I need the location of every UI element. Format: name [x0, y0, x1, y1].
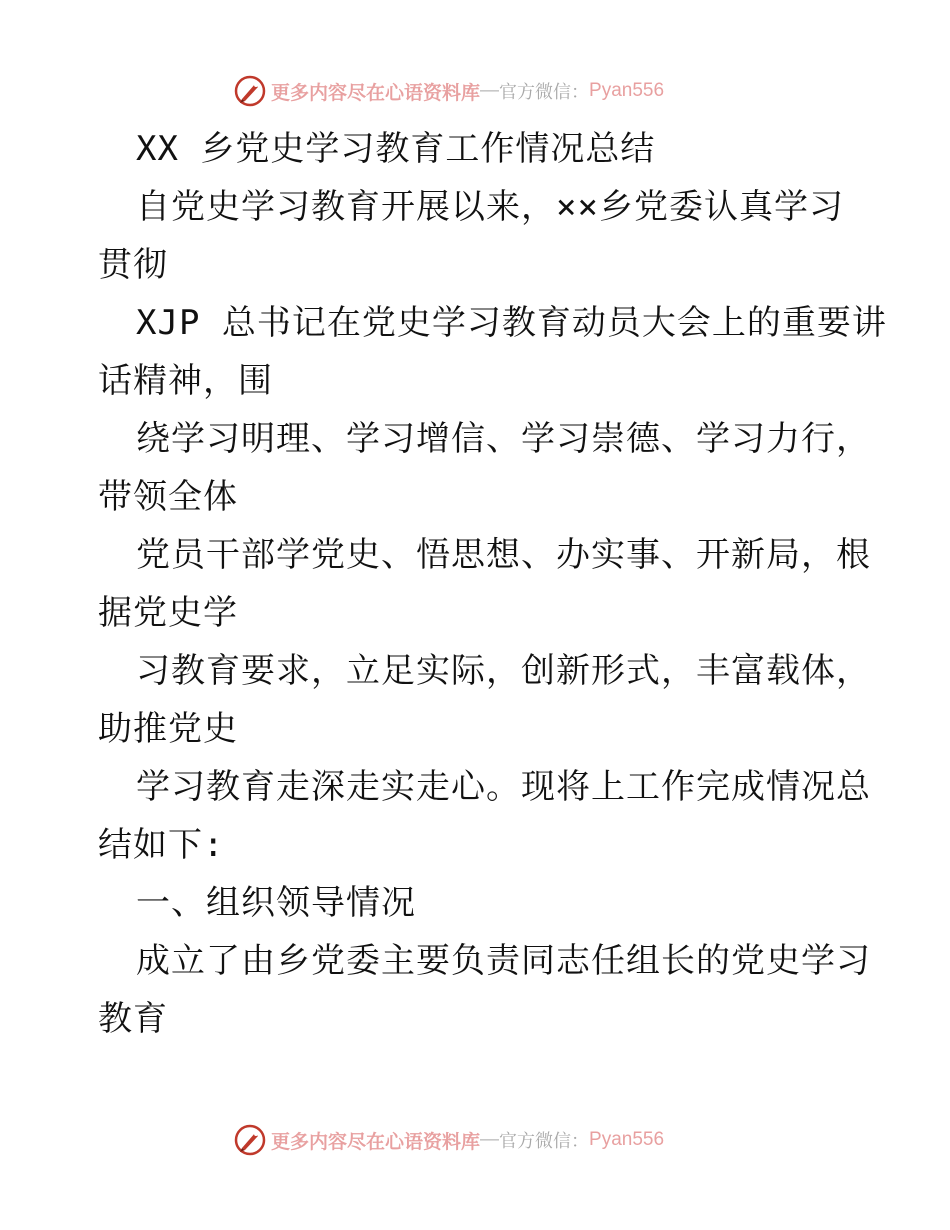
pen-logo-icon — [233, 74, 267, 108]
paragraph-line: 助推党史 — [98, 709, 238, 749]
paragraph-line: 习教育要求，立足实际，创新形式，丰富载体， — [136, 651, 871, 691]
paragraph-line: 党员干部学党史、悟思想、办实事、开新局，根 — [136, 535, 871, 575]
watermark-wechat-label: 官方微信： — [499, 1131, 590, 1152]
watermark-banner-bottom — [233, 1122, 664, 1158]
document-title: XX 乡党史学习教育工作情况总结 — [136, 129, 656, 169]
paragraph-line: 据党史学 — [98, 593, 238, 633]
paragraph-line: 学习教育走深走实走心。现将上工作完成情况总 — [136, 767, 871, 807]
watermark-banner-top — [233, 73, 664, 109]
paragraph-line: 带领全体 — [98, 477, 238, 517]
paragraph-line: 自党史学习教育开展以来，××乡党委认真学习 — [136, 187, 844, 227]
paragraph-line: XJP 总书记在党史学习教育动员大会上的重要讲 — [136, 303, 887, 343]
paragraph-line: 贯彻 — [98, 245, 168, 285]
watermark-wechat-label: 官方微信： — [499, 82, 590, 103]
paragraph-line: 教育 — [98, 999, 168, 1039]
paragraph-line: 话精神，围 — [98, 361, 273, 401]
paragraph-line: 成立了由乡党委主要负责同志任组长的党史学习 — [136, 941, 871, 981]
watermark-text: 更多内容尽在心语资料库 — [271, 81, 481, 104]
watermark-text: 更多内容尽在心语资料库 — [271, 1130, 481, 1153]
watermark-dash: — — [480, 1129, 500, 1150]
pen-logo-icon — [233, 1123, 267, 1157]
watermark-wechat-id: Pyan556 — [589, 1129, 665, 1150]
watermark-dash: — — [480, 80, 500, 101]
watermark-wechat-id: Pyan556 — [589, 80, 665, 101]
section-heading: 一、组织领导情况 — [136, 883, 416, 923]
document-body — [98, 120, 887, 1048]
paragraph-line: 结如下: — [98, 825, 225, 865]
paragraph-line: 绕学习明理、学习增信、学习崇德、学习力行， — [136, 419, 871, 459]
